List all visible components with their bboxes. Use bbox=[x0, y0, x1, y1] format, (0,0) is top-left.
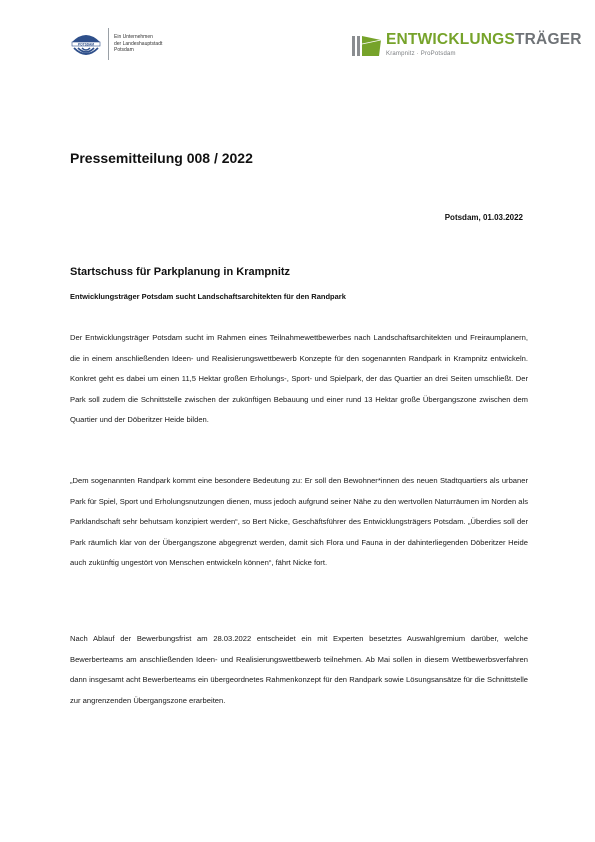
crest-text: POTSDAM bbox=[78, 42, 94, 47]
brand-wordmark bbox=[386, 32, 582, 48]
body-paragraph-2 bbox=[70, 471, 528, 574]
potsdam-crest-icon bbox=[70, 30, 102, 58]
tagline-line: der Landeshauptstadt bbox=[114, 40, 163, 47]
headline: Startschuss für Parkplanung in Krampnitz bbox=[70, 266, 291, 278]
tagline-line: Potsdam bbox=[114, 47, 134, 54]
tagline-line: Ein Unternehmen bbox=[114, 34, 153, 41]
brand-part-green: ENTWICKLUNGS bbox=[386, 31, 515, 48]
entwicklungstraeger-mark-icon bbox=[352, 32, 382, 58]
body-paragraph-1 bbox=[70, 328, 528, 431]
propotsdam-logo bbox=[70, 28, 162, 60]
subheadline: Entwicklungsträger Potsdam sucht Landschaftsarchitekten für den Randpark bbox=[70, 292, 346, 301]
dateline: Potsdam, 01.03.2022 bbox=[444, 213, 523, 222]
page-title: Pressemitteilung 008 / 2022 bbox=[70, 150, 253, 166]
paragraph-text: Der Entwicklungsträger Potsdam sucht im Rahmen eines Teilnahmewettbewerbes nach Landschaftsarchitekten und Freiraumplanern, die in einem anschließenden Ideen- und Realisierungswettbewerb Konzepte für den sogenannten Randpark in Krampnitz entwickeln. Konkret geht es dabei um einen 11,5 Hektar großen Erholungs-, Sport- und Spielpark, der das Quartier an drei Seiten umschließt. Der Park soll zudem die Schnittstelle zwischen der zukünftigen Bebauung und einer rund 13 Hektar große Übergangszone zwischen dem Quartier und der Döberitzer Heide bilden. bbox=[70, 333, 528, 425]
brand-subline: Krampnitz · ProPotsdam bbox=[386, 51, 456, 57]
body-paragraph-3 bbox=[70, 629, 528, 711]
paragraph-text: Nach Ablauf der Bewerbungsfrist am 28.03.2022 entscheidet ein mit Experten besetztes Auswahlgremium darüber, welche Bewerberteams am anschließenden Ideen- und Realisierungswettbewerb teilnehmen. Ab Mai sollen in diesem Wettbewerbsverfahren dann insgesamt acht Bewerberteams ein übergeordnetes Rahmenkonzept für den Randpark sowie Lösungsansätze für die Schnittstelle zur angrenzenden Übergangszone erarbeiten. bbox=[70, 634, 528, 705]
logo-divider bbox=[108, 28, 109, 60]
logo-tagline bbox=[114, 34, 162, 53]
entwicklungstraeger-logo bbox=[352, 32, 582, 58]
paragraph-text: „Dem sogenannten Randpark kommt eine besondere Bedeutung zu: Er soll den Bewohner*innen des neuen Stadtquartiers als urbaner Park für Spiel, Sport und Erholungsnutzungen dienen, muss jedoch aufgrund seiner Nähe zu den wertvollen Naturräumen im Norden als Parklandschaft sehr behutsam konzipiert werden“, so Bert Nicke, Geschäftsführer des Entwicklungsträgers Potsdam. „Überdies soll der Park räumlich klar von der Übergangszone abgegrenzt werden, damit sich Flora und Fauna in der dahinterliegenden Döberitzer Heide auch zukünftig ungestört von Menschen entwickeln können“, fährt Nicke fort. bbox=[70, 476, 528, 568]
brand-part-gray: TRÄGER bbox=[514, 31, 582, 48]
